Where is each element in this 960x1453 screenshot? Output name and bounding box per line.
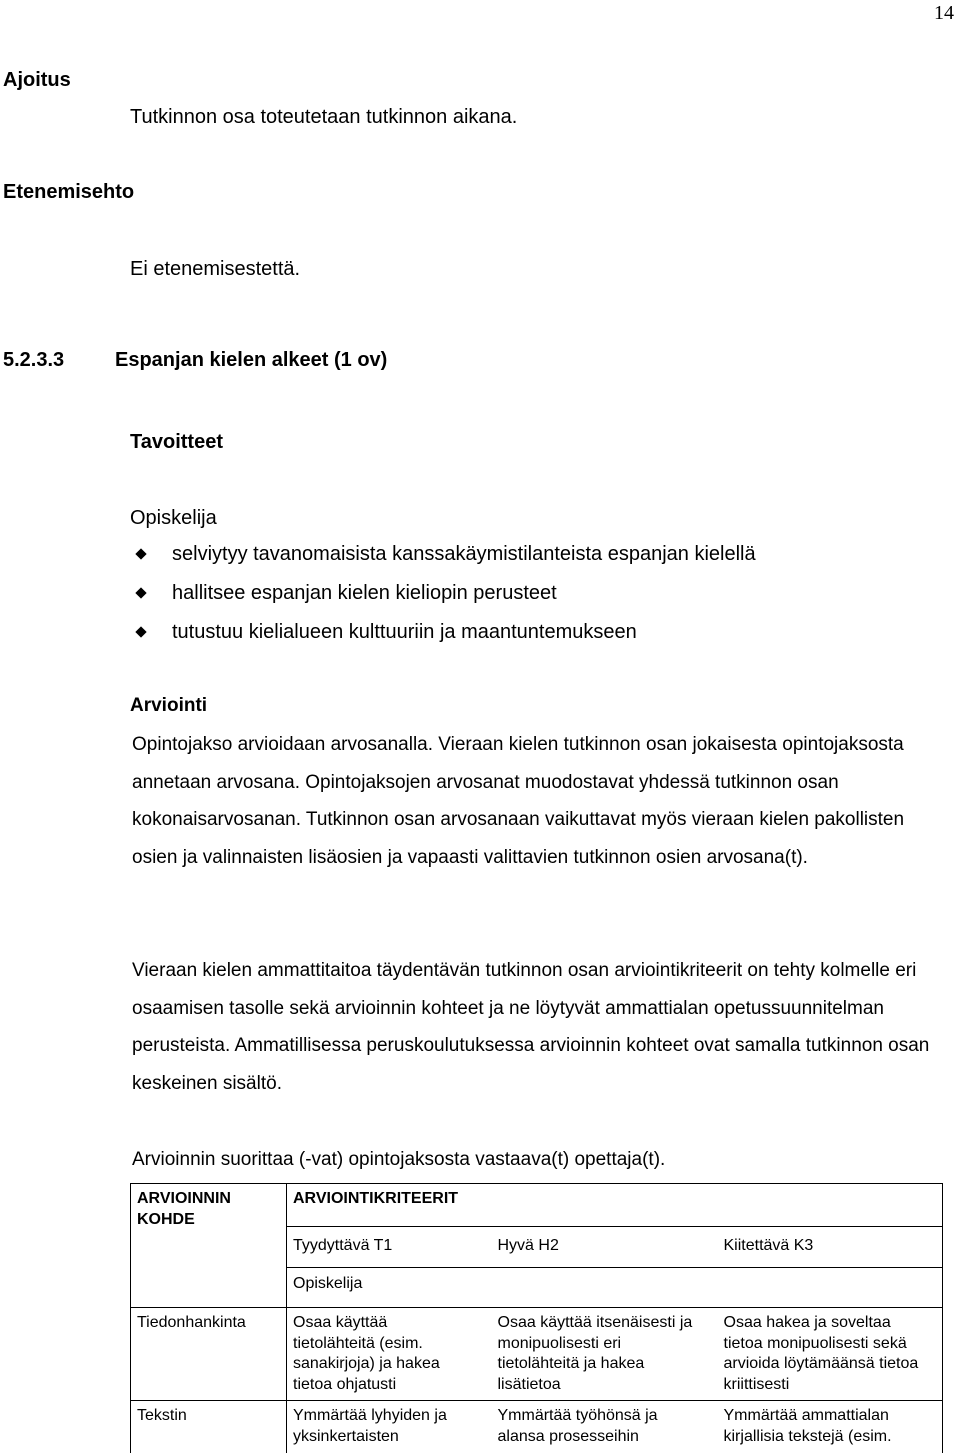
page-number: 14	[934, 2, 954, 24]
etenemisehto-heading: Etenemisehto	[3, 181, 135, 203]
assessment-criteria-table	[130, 1183, 943, 1453]
grade-header-k3: Kiitettävä K3	[718, 1227, 943, 1268]
tavoitteet-intro: Opiskelija	[130, 507, 217, 529]
row-t1-text: Ymmärtää lyhyiden ja yksinkertaisten	[293, 1407, 447, 1445]
row-h2-text: Ymmärtää työhönsä ja alansa prosesseihin	[497, 1407, 658, 1445]
arviointi-paragraph-1: Opintojakso arvioidaan arvosanalla. Vieraan kielen tutkinnon osan jokaisesta opintojaksosta annetaan arvosana. Opintojaksojen arvosanat muodostavat yhdessä tutkinnon osan kokonaisarvosanan. Tutkinnon osan arvosanaan vaikuttavat myös vieraan kielen pakollisten osien ja valinnaisten lisäosien ja vapaasti valittavien tutkinnon osien arvosana(t).	[132, 734, 905, 868]
row-k3-text: Ymmärtää ammattialan kirjallisia tekstejä (esim.	[723, 1407, 892, 1445]
tavoitteet-heading: Tavoitteet	[130, 431, 223, 453]
tavoite-item: hallitsee espanjan kielen kieliopin perusteet	[172, 582, 557, 604]
bullet-icon	[136, 549, 148, 561]
arviointi-paragraph-2: Vieraan kielen ammattitaitoa täydentävän tutkinnon osan arviointikriteerit on tehty kolmelle eri osaamisen tasolle sekä arvioinnin kohteet ja ne löytyvät ammattialan opetussuunnitelman perusteista. Ammatillisessa peruskoulutuksessa arvioinnin kohteet ovat samalla tutkinnon osan keskeinen sisältö.	[132, 960, 930, 1094]
ajoitus-text: Tutkinnon osa toteutetaan tutkinnon aikana.	[130, 106, 518, 128]
row-t1-text: Osaa käyttää tietolähteitä (esim. sanakirjoja) ja hakea tietoa ohjatusti	[293, 1314, 440, 1393]
criteria-header: ARVIOINTIKRITEERIT	[287, 1184, 943, 1227]
row-k3	[718, 1308, 943, 1401]
arviointi-paragraph-3: Arvioinnin suorittaa (-vat) opintojaksosta vastaava(t) opettaja(t).	[132, 1149, 666, 1170]
row-t1	[287, 1308, 492, 1401]
row-t1	[287, 1401, 492, 1453]
row-k3	[718, 1401, 943, 1453]
subject-cell: Opiskelija	[287, 1268, 943, 1308]
tavoite-item: selviytyy tavanomaisista kanssakäymistilanteista espanjan kielellä	[172, 543, 756, 565]
kohde-header-cell	[131, 1184, 287, 1308]
ajoitus-heading: Ajoitus	[3, 69, 71, 91]
row-h2-text: Osaa käyttää itsenäisesti ja monipuolisesti eri tietolähteitä ja hakea lisätietoa	[497, 1314, 693, 1393]
row-kohde: Tekstin	[131, 1401, 287, 1453]
etenemisehto-text: Ei etenemisestettä.	[130, 258, 301, 280]
bullet-icon	[136, 588, 148, 600]
row-kohde: Tiedonhankinta	[131, 1308, 287, 1401]
section-title: Espanjan kielen alkeet (1 ov)	[115, 349, 388, 371]
bullet-icon	[136, 627, 148, 639]
kohde-header: ARVIOINNIN KOHDE	[137, 1190, 231, 1228]
tavoite-item: tutustuu kielialueen kulttuuriin ja maantuntemukseen	[172, 621, 637, 643]
arviointi-heading: Arviointi	[130, 695, 208, 716]
grade-header-h2: Hyvä H2	[492, 1227, 718, 1268]
row-h2	[492, 1308, 718, 1401]
row-h2	[492, 1401, 718, 1453]
section-number: 5.2.3.3	[3, 349, 65, 371]
row-k3-text: Osaa hakea ja soveltaa tietoa monipuolisesti sekä arvioida löytämäänsä tietoa kriittisesti	[723, 1314, 919, 1393]
grade-header-t1: Tyydyttävä T1	[287, 1227, 492, 1268]
